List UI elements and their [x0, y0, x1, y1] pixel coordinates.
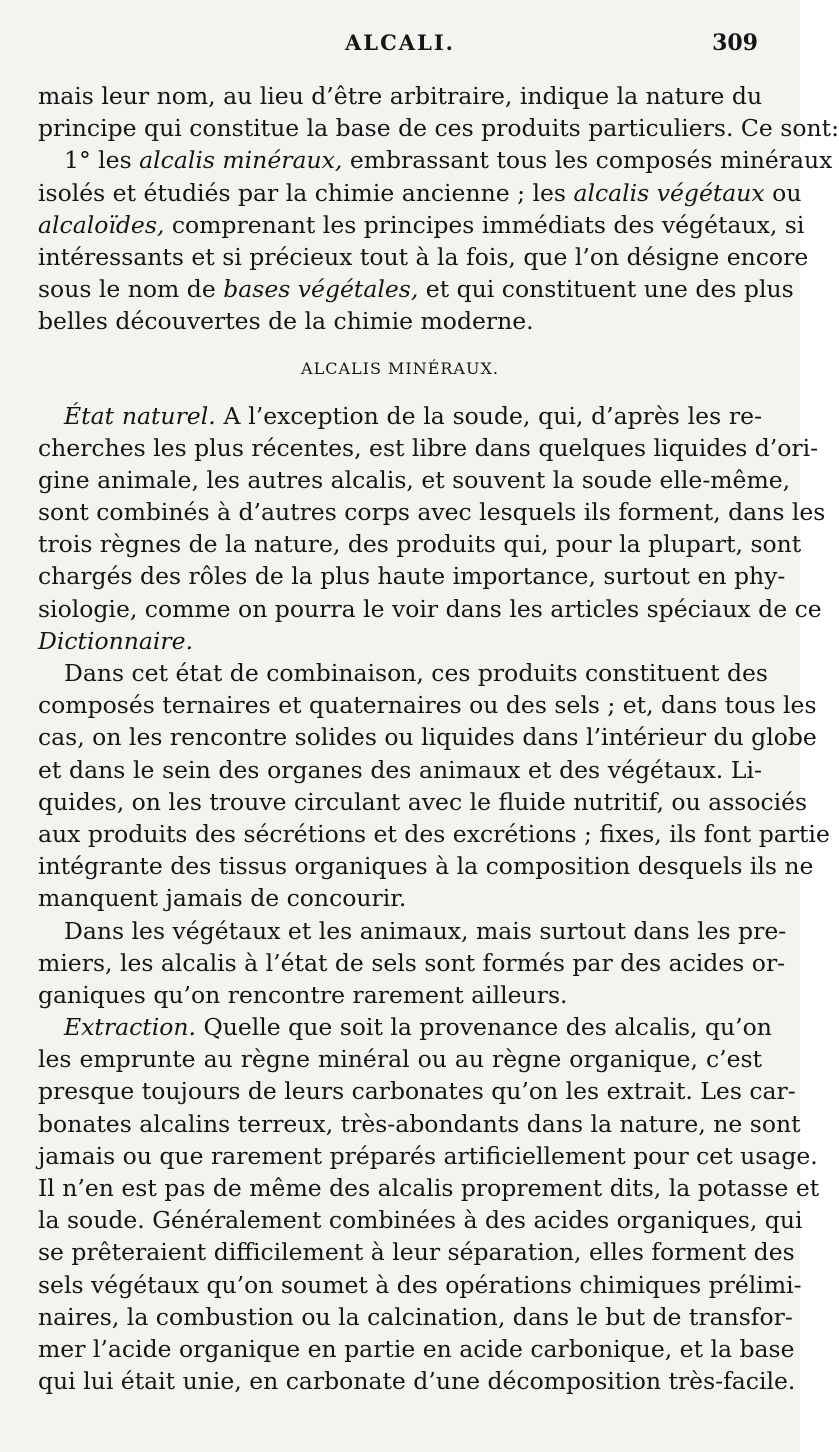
text-line: naires, la combustion ou la calcination, dans le but de transfor- [38, 1302, 793, 1331]
text-line: Dans cet état de combinaison, ces produits constituent des [64, 659, 768, 687]
text-line: sels végétaux qu’on soumet à des opérations chimiques prélimi- [38, 1270, 802, 1299]
paragraph-extraction [38, 1011, 820, 1397]
page-number: 309 [712, 30, 758, 56]
body-text [38, 80, 839, 1397]
text-line: aux produits des sécrétions et des excrétions ; fixes, ils font partie [38, 819, 830, 848]
text-line: gine animale, les autres alcalis, et souvent la soude elle-même, [38, 465, 791, 494]
paragraph-vegetaux [38, 915, 787, 1012]
text-line: trois règnes de la nature, des produits qui, pour la plupart, sont [38, 530, 802, 559]
text-line: isolés et étudiés par la chimie ancienne ; les alcalis végétaux ou [38, 178, 802, 207]
text-line: bonates alcalins terreux, très-abondants dans la nature, ne sont [38, 1109, 801, 1138]
running-head: ALCALI. [345, 30, 455, 55]
text-line: siologie, comme on pourra le voir dans les articles spéciaux de ce [38, 594, 822, 623]
text-line: se prêteraient difficilement à leur séparation, elles forment des [38, 1238, 795, 1267]
text-line: belles découvertes de la chimie moderne. [38, 307, 534, 336]
text-line: composés ternaires et quaternaires ou des sels ; et, dans tous les [38, 691, 817, 720]
text-line: quides, on les trouve circulant avec le fluide nutritif, ou associés [38, 787, 808, 816]
page-header [38, 30, 762, 64]
text-line: cherches les plus récentes, est libre dans quelques liquides d’ori- [38, 433, 819, 462]
text-line: Il n’en est pas de même des alcalis proprement dits, la potasse et [38, 1174, 820, 1202]
text-line: cas, on les rencontre solides ou liquides dans l’intérieur du globe [38, 723, 817, 752]
text-line: principe qui constitue la base de ces produits particuliers. Ce sont: [38, 114, 839, 143]
text-line: chargés des rôles de la plus haute importance, surtout en phy- [38, 562, 786, 591]
text-line: ganiques qu’on rencontre rarement ailleurs. [38, 980, 568, 1009]
text-line: Extraction. Quelle que soit la provenance des alcalis, qu’on [64, 1013, 772, 1042]
text-line: Dictionnaire. [38, 626, 194, 655]
paragraph-intro [38, 80, 839, 338]
paragraph-etat-naturel [38, 400, 826, 658]
text-line: État naturel. A l’exception de la soude, qui, d’après les re- [64, 401, 763, 430]
text-line: sont combinés à d’autres corps avec lesquels ils forment, dans les [38, 498, 826, 527]
text-line: manquent jamais de concourir. [38, 884, 407, 913]
text-line: intégrante des tissus organiques à la composition desquels ils ne [38, 852, 814, 881]
text-line: qui lui était unie, en carbonate d’une décomposition très-facile. [38, 1367, 796, 1396]
text-line: mais leur nom, au lieu d’être arbitraire, indique la nature du [38, 82, 763, 110]
text-line: Dans les végétaux et les animaux, mais surtout dans les pre- [64, 916, 787, 945]
text-line: sous le nom de bases végétales, et qui constituent une des plus [38, 275, 794, 304]
text-line: presque toujours de leurs carbonates qu’on les extrait. Les car- [38, 1077, 796, 1106]
text-line: la soude. Généralement combinées à des acides organiques, qui [38, 1206, 803, 1235]
text-line: jamais ou que rarement préparés artificiellement pour cet usage. [38, 1141, 818, 1170]
text-line: mer l’acide organique en partie en acide carbonique, et la base [38, 1334, 795, 1363]
section-heading: ALCALIS MINÉRAUX. [301, 358, 499, 378]
text-line: les emprunte au règne minéral ou au règne organique, c’est [38, 1045, 762, 1074]
text-line: intéressants et si précieux tout à la fois, que l’on désigne encore [38, 242, 809, 271]
text-line: miers, les alcalis à l’état de sels sont formés par des acides or- [38, 948, 786, 977]
paragraph-combinaison [38, 657, 830, 915]
text-line: alcaloïdes, comprenant les principes immédiats des végétaux, si [38, 210, 805, 239]
text-line: 1° les alcalis minéraux, embrassant tous les composés minéraux [64, 146, 833, 175]
text-line: et dans le sein des organes des animaux et des végétaux. Li- [38, 755, 762, 784]
